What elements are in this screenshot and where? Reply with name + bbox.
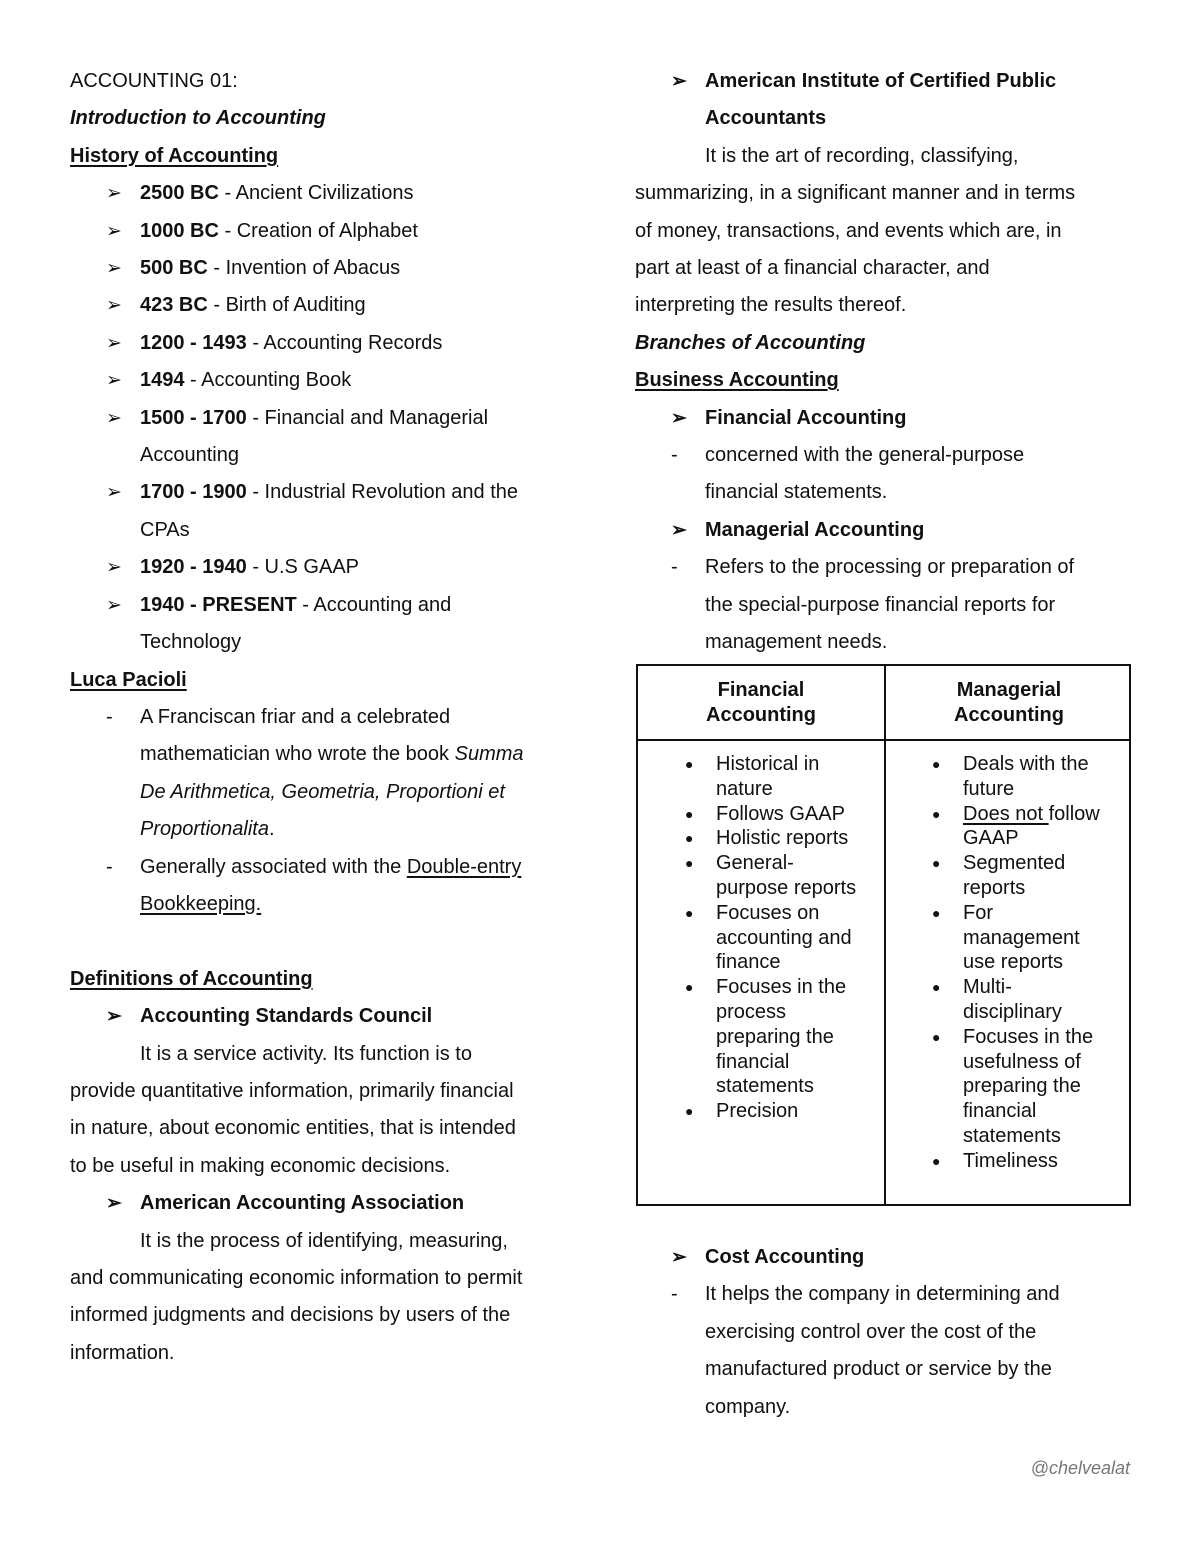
timeline-item xyxy=(70,287,570,324)
timeline-year: 1940 - PRESENT xyxy=(140,593,297,616)
arrow-bullet-icon: ➢ xyxy=(671,519,687,541)
table-item-line: Focuses in the xyxy=(963,1025,1094,1048)
timeline-desc-continued: Technology xyxy=(140,631,242,654)
table-item-line: purpose reports xyxy=(716,876,857,899)
aicpa-text-5: interpreting the results thereof. xyxy=(635,294,907,317)
arrow-bullet-icon: ➢ xyxy=(671,1247,687,1268)
cost-accounting-heading: ➢ Cost Accounting xyxy=(635,1239,1135,1276)
spacer xyxy=(70,923,570,960)
financial-accounting-text-2: financial statements. xyxy=(705,481,888,504)
asc-heading: ➢ Accounting Standards Council xyxy=(70,998,570,1035)
bullet-icon: ● xyxy=(932,1152,941,1169)
table-header-financial: Financial Accounting xyxy=(706,679,816,726)
underlined-text: Does not xyxy=(963,802,1049,825)
aicpa-text-3: of money, transactions, and events which are, in xyxy=(635,219,1062,242)
table-list-item xyxy=(932,975,1123,1025)
bullet-icon: ● xyxy=(685,904,694,921)
timeline-item xyxy=(70,250,570,287)
table-item-line: Precision xyxy=(716,1100,799,1123)
aaa-text-3: informed judgments and decisions by users of the xyxy=(70,1304,511,1327)
arrow-bullet-icon: ➢ xyxy=(106,258,122,280)
timeline-year: 1200 - 1493 xyxy=(140,331,247,354)
timeline-desc: - Accounting Book xyxy=(184,369,352,392)
table-item-line: preparing the xyxy=(963,1075,1081,1098)
doc-title: ACCOUNTING 01: xyxy=(70,70,238,92)
luca-point-1-line-4: Proportionalita. xyxy=(140,818,275,841)
bullet-icon: ● xyxy=(685,979,694,996)
arrow-bullet-icon: ➢ xyxy=(106,594,122,616)
timeline-year: 1494 xyxy=(140,369,185,392)
luca-point-1: - A Franciscan friar and a celebrated xyxy=(70,699,570,736)
arrow-bullet-icon: ➢ xyxy=(106,295,122,317)
timeline-list xyxy=(70,175,570,661)
aicpa-text-2: summarizing, in a significant manner and in terms xyxy=(635,182,1076,205)
definitions-heading: Definitions of Accounting xyxy=(70,967,313,990)
table-list-item xyxy=(685,851,876,901)
history-heading: History of Accounting xyxy=(70,144,279,167)
financial-features-list xyxy=(685,752,876,1124)
doc-subtitle: Introduction to Accounting xyxy=(70,107,326,130)
managerial-accounting-text-2: the special-purpose financial reports for xyxy=(705,593,1056,616)
table-item-line: Follows GAAP xyxy=(716,802,845,825)
arrow-bullet-icon: ➢ xyxy=(671,71,687,92)
table-list-item xyxy=(932,802,1123,852)
managerial-features-list xyxy=(932,752,1123,1174)
timeline-year: 1500 - 1700 xyxy=(140,406,247,429)
luca-point-2: - Generally associated with the Double-entry xyxy=(70,849,570,886)
timeline-desc: - Accounting Records xyxy=(246,331,443,354)
aicpa-heading: ➢ American Institute of Certified Public xyxy=(635,63,1135,100)
luca-point-2-line-2: Bookkeeping. xyxy=(140,892,262,915)
bullet-icon: ● xyxy=(685,1103,694,1120)
financial-accounting-heading: ➢ Financial Accounting xyxy=(635,400,1135,437)
table-item-line: financial xyxy=(716,1050,790,1073)
timeline-item xyxy=(70,325,570,362)
luca-heading: Luca Pacioli xyxy=(70,668,187,691)
asc-text-4: to be useful in making economic decisions. xyxy=(70,1154,451,1177)
aaa-text-4: information. xyxy=(70,1341,175,1364)
timeline-year: 1920 - 1940 xyxy=(140,556,247,579)
aicpa-heading-line-2: Accountants xyxy=(705,107,827,130)
table-item-line: financial xyxy=(963,1100,1037,1123)
arrow-bullet-icon: ➢ xyxy=(106,1006,122,1028)
table-item-line: General- xyxy=(716,852,794,875)
arrow-bullet-icon: ➢ xyxy=(106,1193,122,1215)
timeline-desc: - Industrial Revolution and the xyxy=(246,481,519,504)
table-item-line: Does not follow xyxy=(963,802,1100,825)
managerial-accounting-text: - Refers to the processing or preparation of xyxy=(635,549,1135,586)
arrow-bullet-icon: ➢ xyxy=(106,482,122,504)
table-item-line: Holistic reports xyxy=(716,827,849,850)
bullet-icon: ● xyxy=(685,830,694,847)
table-item-line: accounting and xyxy=(716,926,852,949)
table-item-line: Segmented xyxy=(963,852,1066,875)
table-item-line: use reports xyxy=(963,951,1064,974)
table-item-line: Timeliness xyxy=(963,1149,1058,1172)
timeline-desc: - Birth of Auditing xyxy=(207,294,366,317)
luca-point-1-line-3: De Arithmetica, Geometria, Proportioni et xyxy=(140,780,505,803)
table-item-line: Focuses on xyxy=(716,901,820,924)
timeline-item xyxy=(70,549,570,586)
table-list-item xyxy=(685,826,876,851)
managerial-accounting-heading: ➢ Managerial Accounting xyxy=(635,512,1135,549)
cost-accounting-text-2: exercising control over the cost of the xyxy=(705,1320,1037,1343)
bullet-icon: ● xyxy=(932,855,941,872)
timeline-item xyxy=(70,587,570,624)
dash-marker: - xyxy=(671,1283,678,1306)
table-item-line: statements xyxy=(963,1124,1061,1147)
cost-accounting-text-1: - It helps the company in determining and xyxy=(635,1276,1135,1313)
timeline-desc: - Accounting and xyxy=(296,593,452,616)
table-column-divider xyxy=(884,666,886,1204)
table-item-line: management xyxy=(963,926,1080,949)
bullet-icon: ● xyxy=(932,979,941,996)
aaa-text-1: It is the process of identifying, measuring, xyxy=(140,1229,508,1252)
arrow-bullet-icon: ➢ xyxy=(106,557,122,579)
table-list-item xyxy=(932,851,1123,901)
timeline-item xyxy=(70,213,570,250)
aaa-heading: ➢ American Accounting Association xyxy=(70,1185,570,1222)
table-item-line: finance xyxy=(716,951,781,974)
arrow-bullet-icon: ➢ xyxy=(106,183,122,205)
bullet-icon: ● xyxy=(685,805,694,822)
table-list-item xyxy=(685,901,876,975)
asc-text-3: in nature, about economic entities, that is intended xyxy=(70,1117,516,1140)
table-list-item xyxy=(685,975,876,1099)
arrow-bullet-icon: ➢ xyxy=(106,220,122,242)
table-item-line: disciplinary xyxy=(963,1000,1062,1023)
timeline-year: 500 BC xyxy=(140,257,208,280)
timeline-item xyxy=(70,400,570,437)
business-accounting-heading: Business Accounting xyxy=(635,369,839,392)
table-item-line: usefulness of xyxy=(963,1050,1081,1073)
bullet-icon: ● xyxy=(685,855,694,872)
timeline-desc-continued: CPAs xyxy=(140,518,190,541)
cost-accounting-section xyxy=(635,1239,1135,1426)
timeline-desc: - Ancient Civilizations xyxy=(218,182,414,205)
bullet-icon: ● xyxy=(932,805,941,822)
arrow-bullet-icon: ➢ xyxy=(106,370,122,392)
table-header-divider xyxy=(638,739,1129,741)
table-list-item xyxy=(685,1099,876,1124)
table-list-item xyxy=(685,752,876,802)
table-list-item xyxy=(685,802,876,827)
table-list-item xyxy=(932,901,1123,975)
timeline-item xyxy=(70,175,570,212)
bullet-icon: ● xyxy=(932,904,941,921)
table-header-managerial: Managerial Accounting xyxy=(954,679,1064,726)
bullet-icon: ● xyxy=(932,1028,941,1045)
timeline-desc: - Creation of Alphabet xyxy=(218,219,418,242)
arrow-bullet-icon: ➢ xyxy=(106,407,122,429)
left-column xyxy=(70,63,570,1372)
branches-heading: Branches of Accounting xyxy=(635,331,866,354)
aicpa-text-1: It is the art of recording, classifying, xyxy=(705,144,1019,167)
asc-text-1: It is a service activity. Its function is to xyxy=(140,1042,472,1065)
cost-accounting-text-4: company. xyxy=(705,1395,791,1418)
dash-marker: - xyxy=(671,444,678,467)
timeline-year: 423 BC xyxy=(140,294,208,317)
asc-text-2: provide quantitative information, primarily financial xyxy=(70,1079,514,1102)
timeline-item xyxy=(70,474,570,511)
timeline-year: 1000 BC xyxy=(140,219,219,242)
timeline-desc: - Financial and Managerial xyxy=(246,406,489,429)
bullet-icon: ● xyxy=(932,756,941,772)
cost-accounting-text-3: manufactured product or service by the xyxy=(705,1358,1052,1381)
aicpa-text-4: part at least of a financial character, and xyxy=(635,257,990,280)
table-list-item xyxy=(932,752,1123,802)
right-column xyxy=(635,63,1135,662)
table-item-line: future xyxy=(963,777,1015,800)
table-item-line: nature xyxy=(716,777,773,800)
table-item-line: Focuses in the xyxy=(716,976,847,999)
table-item-line: Deals with the xyxy=(963,753,1089,775)
timeline-item xyxy=(70,362,570,399)
table-list-item xyxy=(932,1149,1123,1174)
comparison-table xyxy=(636,664,1131,1206)
arrow-bullet-icon: ➢ xyxy=(106,332,122,354)
managerial-accounting-text-3: management needs. xyxy=(705,631,888,654)
timeline-year: 2500 BC xyxy=(140,182,219,205)
luca-point-1-line-2: mathematician who wrote the book Summa xyxy=(140,743,524,766)
table-item-line: For xyxy=(963,901,993,924)
table-item-line: process xyxy=(716,1000,787,1023)
table-item-line: preparing the xyxy=(716,1025,834,1048)
author-handle: @chelvealat xyxy=(1030,1458,1130,1478)
financial-accounting-text: - concerned with the general-purpose xyxy=(635,437,1135,474)
table-item-line: GAAP xyxy=(963,827,1019,850)
timeline-year: 1700 - 1900 xyxy=(140,481,247,504)
dash-marker: - xyxy=(671,556,678,579)
dash-marker: - xyxy=(106,705,113,728)
arrow-bullet-icon: ➢ xyxy=(671,407,687,429)
bullet-icon: ● xyxy=(685,756,694,772)
table-item-line: Historical in xyxy=(716,753,820,775)
table-item-line: statements xyxy=(716,1075,814,1098)
aaa-text-2: and communicating economic information to permit xyxy=(70,1266,523,1289)
table-list-item xyxy=(932,1025,1123,1149)
dash-marker: - xyxy=(106,855,113,878)
timeline-desc: - U.S GAAP xyxy=(246,556,360,579)
timeline-desc-continued: Accounting xyxy=(140,444,239,467)
table-item-line: reports xyxy=(963,876,1026,899)
table-item-line: Multi- xyxy=(963,976,1012,999)
timeline-desc: - Invention of Abacus xyxy=(207,257,401,280)
